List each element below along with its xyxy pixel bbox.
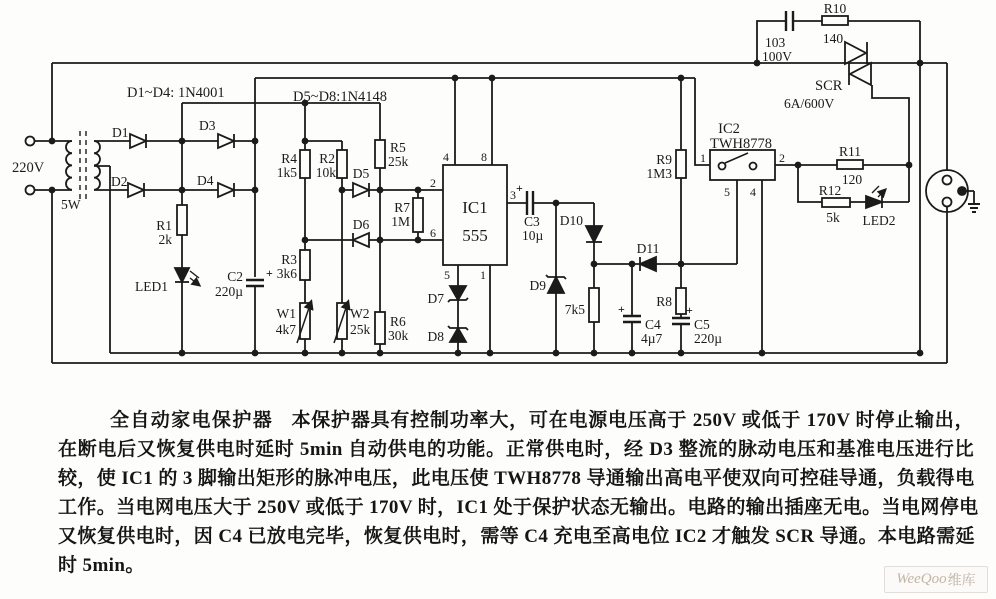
label-r9: R9 bbox=[656, 152, 672, 167]
resistor-r5-icon bbox=[375, 140, 385, 168]
pot-w2-icon bbox=[334, 302, 348, 343]
ic1-pin1: 1 bbox=[480, 268, 486, 282]
label-r10: R10 bbox=[823, 1, 847, 16]
diode-d6-icon bbox=[353, 233, 369, 247]
label-r8: R8 bbox=[656, 294, 672, 309]
terminal-live bbox=[26, 137, 35, 146]
label-d9: D9 bbox=[529, 278, 546, 293]
label-r1: R1 bbox=[156, 218, 172, 233]
cap-c4-icon bbox=[623, 316, 641, 322]
label-r4: R4 bbox=[281, 151, 297, 166]
note-d1-d4: D1~D4: 1N4001 bbox=[127, 85, 225, 101]
zener-d7-icon bbox=[448, 286, 468, 302]
pot-w1-icon bbox=[297, 302, 311, 343]
diode-d4-icon bbox=[218, 183, 234, 197]
cap-c3-icon bbox=[527, 191, 533, 215]
resistor-r1-icon bbox=[177, 205, 187, 235]
label-r11: R11 bbox=[838, 144, 862, 159]
label-led1: LED1 bbox=[135, 279, 168, 294]
label-w2-value: 25k bbox=[350, 322, 371, 337]
ic1-pin5: 5 bbox=[444, 268, 450, 282]
label-c2: C2 bbox=[227, 269, 243, 284]
symbols bbox=[26, 11, 981, 344]
label-c3-value: 10µ bbox=[522, 228, 544, 243]
label-r5: R5 bbox=[390, 140, 406, 155]
transformer-icon bbox=[66, 131, 100, 200]
note-d5-d8: D5~D8:1N4148 bbox=[293, 89, 388, 105]
ic2-pin4: 4 bbox=[750, 185, 756, 199]
description-line-5: 又恢复供电时，因 C4 已放电完毕，恢复供电时，需等 C4 充电至高电位 IC2 才触发 SCR 导通。本电路需延 bbox=[58, 526, 975, 547]
label-c2-value: 220µ bbox=[214, 284, 243, 299]
label-d11: D11 bbox=[636, 241, 660, 256]
label-w1-value: 4k7 bbox=[275, 322, 296, 337]
output-socket-icon bbox=[926, 170, 968, 212]
label-d5: D5 bbox=[352, 166, 370, 181]
label-snubber-voltage: 100V bbox=[762, 49, 792, 64]
label-r2: R2 bbox=[319, 151, 335, 166]
description-line-2: 在断电后又恢复供电时延时 5min 自动供电的功能。正常供电时，经 D3 整流的脉动电压和基准电压进行比 bbox=[58, 439, 974, 460]
resistor-r4-icon bbox=[300, 150, 310, 178]
c3-plus: + bbox=[516, 181, 523, 195]
led1-icon bbox=[175, 268, 199, 285]
resistor-r11-icon bbox=[837, 160, 863, 169]
label-r11-value: 120 bbox=[841, 172, 863, 187]
label-w2: W2 bbox=[350, 306, 370, 321]
ic1-pin8: 8 bbox=[481, 150, 487, 164]
label-w1: W1 bbox=[276, 306, 296, 321]
watermark bbox=[884, 566, 988, 593]
label-d3: D3 bbox=[199, 118, 216, 133]
label-d2: D2 bbox=[111, 174, 128, 189]
resistor-r2-icon bbox=[337, 150, 347, 178]
label-c5: C5 bbox=[694, 317, 710, 332]
diode-d5-icon bbox=[353, 183, 369, 197]
label-snubber-code: 103 bbox=[765, 35, 786, 50]
label-r7: R7 bbox=[394, 200, 410, 215]
ic1-pin6: 6 bbox=[430, 226, 436, 240]
label-r9-value: 1M3 bbox=[646, 166, 672, 181]
label-ic1: IC1 bbox=[462, 198, 488, 217]
label-d6: D6 bbox=[352, 217, 370, 232]
resistor-r12-icon bbox=[822, 198, 850, 207]
label-r7-value: 1M bbox=[391, 214, 410, 229]
diode-d3-icon bbox=[218, 134, 234, 148]
label-r6-value: 30k bbox=[388, 328, 409, 343]
description-text bbox=[58, 406, 979, 580]
watermark-cjk: 维库 bbox=[947, 573, 976, 589]
label-r4-value: 1k5 bbox=[276, 165, 297, 180]
cap-c5-icon bbox=[672, 318, 690, 324]
label-c4-value: 4µ7 bbox=[641, 331, 663, 346]
resistor-r7-icon bbox=[413, 198, 423, 232]
resistor-r3-icon bbox=[300, 250, 310, 280]
label-r3: R3 bbox=[281, 252, 297, 267]
c4-plus: + bbox=[618, 302, 625, 316]
ic2-box bbox=[710, 150, 775, 180]
label-ic2-part: TWH8778 bbox=[709, 136, 773, 152]
label-ic2: IC2 bbox=[718, 121, 740, 137]
diode-d2-icon bbox=[128, 183, 144, 197]
resistor-7k5-icon bbox=[589, 288, 599, 322]
zener-d8-icon bbox=[448, 326, 468, 342]
label-r2-value: 10k bbox=[315, 165, 336, 180]
terminal-neutral bbox=[26, 186, 35, 195]
ic1-pin4: 4 bbox=[443, 150, 449, 164]
resistor-r9-icon bbox=[676, 150, 686, 178]
resistor-r8-icon bbox=[676, 288, 686, 314]
c2-plus: + bbox=[266, 266, 273, 280]
ic2-pin2: 2 bbox=[779, 151, 785, 165]
description-line-1-rest: 本保护器具有控制功率大，可在电源电压高于 250V 或低于 170V 时停止输出， bbox=[291, 410, 974, 431]
label-c4: C4 bbox=[645, 317, 661, 332]
label-c5-value: 220µ bbox=[694, 331, 723, 346]
ic2-pin1: 1 bbox=[700, 151, 706, 165]
description-line-1 bbox=[58, 406, 974, 435]
cap-snubber-icon bbox=[786, 11, 793, 31]
page-title: 全自动家电保护器 bbox=[110, 410, 274, 431]
label-5w: 5W bbox=[61, 197, 81, 212]
earth-ground-icon bbox=[968, 204, 980, 212]
description-line-3: 较，使 IC1 的 3 脚输出矩形的脉冲电压，此电压使 TWH8778 导通输出高电平使双向可控硅导通，负载得电 bbox=[58, 468, 975, 489]
description-line-4: 工作。当电网电压大于 250V 或低于 170V 时，IC1 处于保护状态无输出。电路的输出插座无电。当电网停电 bbox=[58, 497, 979, 518]
label-led2: LED2 bbox=[862, 213, 896, 228]
resistor-r10-icon bbox=[822, 16, 848, 25]
label-d4: D4 bbox=[197, 173, 214, 188]
ic1-pin3: 3 bbox=[510, 188, 516, 202]
cap-c2-icon bbox=[246, 280, 264, 286]
label-c3: C3 bbox=[524, 214, 540, 229]
label-r12: R12 bbox=[818, 183, 842, 198]
label-d7: D7 bbox=[427, 291, 444, 306]
resistor-r6-icon bbox=[375, 312, 385, 344]
label-r10-value: 140 bbox=[822, 31, 844, 46]
ic1-pin2: 2 bbox=[430, 176, 436, 190]
c5-plus: + bbox=[686, 303, 693, 317]
diode-d10-icon bbox=[586, 226, 602, 242]
label-7k5: 7k5 bbox=[564, 302, 585, 317]
label-220v: 220V bbox=[12, 160, 45, 176]
label-d10: D10 bbox=[559, 213, 583, 228]
label-d1: D1 bbox=[112, 125, 129, 140]
label-d8: D8 bbox=[427, 329, 444, 344]
watermark-latin: WeeQoo bbox=[896, 571, 947, 587]
label-ic1-part: 555 bbox=[462, 226, 488, 245]
label-r6: R6 bbox=[390, 314, 406, 329]
label-scr-rating: 6A/600V bbox=[784, 96, 835, 111]
label-r3-value: 3k6 bbox=[276, 266, 297, 281]
label-scr: SCR bbox=[815, 78, 843, 94]
description-line-6: 时 5min。 bbox=[58, 555, 145, 576]
label-r1-value: 2k bbox=[158, 232, 172, 247]
ic2-pin5: 5 bbox=[724, 185, 730, 199]
led2-icon bbox=[866, 186, 885, 208]
diode-d11-icon bbox=[640, 257, 656, 271]
diode-d1-icon bbox=[130, 134, 146, 148]
label-r12-value: 5k bbox=[826, 210, 840, 225]
label-r5-value: 25k bbox=[388, 154, 409, 169]
zener-d9-icon bbox=[546, 275, 566, 293]
